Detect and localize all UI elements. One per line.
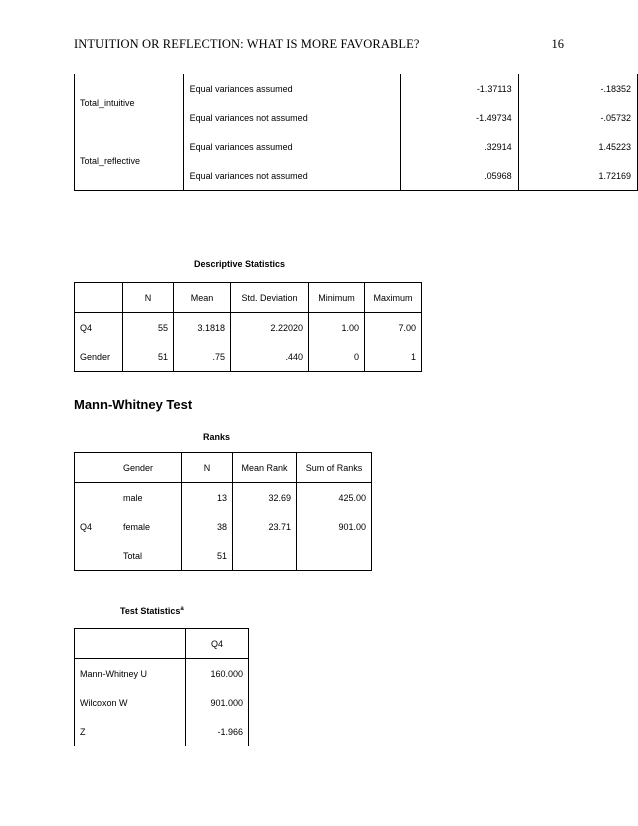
test-statistics-table [74,628,249,746]
row-label: Q4 [75,313,123,343]
table-row [75,342,422,372]
test-statistics-title [120,606,184,616]
descriptive-statistics-table [74,282,422,372]
row-label: Total_intuitive [75,74,184,132]
column-header: Mean Rank [233,453,297,483]
table-cell: 425.00 [338,492,366,503]
table-row [75,313,422,343]
table-cell: .32914 [401,132,519,161]
table-row [75,541,372,571]
table-cell: -.05732 [600,112,631,123]
table-cell: 38 [182,512,233,541]
running-head: INTUITION OR REFLECTION: WHAT IS MORE FAVORABLE? [74,37,420,51]
descriptive-statistics-title: Descriptive Statistics [194,259,286,269]
table-cell: -1.49734 [401,103,519,132]
table-cell: 7.00 [365,313,422,343]
column-header: Sum of Ranks [297,453,372,483]
table-header-row [75,453,372,483]
column-header: N [182,453,233,483]
table-cell: -1.37113 [401,74,519,103]
assumption-label: Equal variances not assumed [189,170,308,181]
table-row [75,659,249,689]
column-header: Q4 [186,629,249,659]
page-number: 16 [551,37,564,51]
assumption-label: Equal variances assumed [189,141,293,152]
table-row [75,74,638,103]
assumption-label: Equal variances not assumed [189,112,308,123]
table-header-row [75,283,422,313]
test-statistics-title-text: Test Statistics [120,606,181,616]
corner-cell [75,453,106,483]
table-row [75,688,249,717]
table-cell [297,541,372,571]
table-cell: 160.000 [210,668,243,679]
table-cell: 1.45223 [598,141,631,152]
assumption-label: Equal variances assumed [189,83,293,94]
row-label: Wilcoxon W [75,688,186,717]
table-cell: 901.00 [338,521,366,532]
table-cell: .75 [174,342,231,372]
column-header: Minimum [309,283,365,313]
column-header: Std. Deviation [231,283,309,313]
ranks-title: Ranks [203,432,231,442]
ranks-table [74,452,372,571]
row-label: Total_reflective [75,132,184,191]
table-cell [233,541,297,571]
table-cell: 3.1818 [174,313,231,343]
corner-cell [75,283,123,313]
row-label: female [105,512,182,541]
table-cell: 2.22020 [231,313,309,343]
mann-whitney-heading: Mann-Whitney Test [74,397,193,412]
table-cell: -.18352 [600,83,631,94]
table-row [75,483,372,513]
table-cell: .440 [231,342,309,372]
column-header: Maximum [365,283,422,313]
table-cell: 901.000 [210,697,243,708]
row-label: Total [105,541,182,571]
table-cell: 1.72169 [598,170,631,181]
corner-cell [75,629,186,659]
column-header: N [123,283,174,313]
footnote-marker: a [180,606,184,612]
column-header: Gender [105,453,182,483]
table-cell: 0 [309,342,365,372]
table-cell: 1 [365,342,422,372]
table-cell: 32.69 [233,483,297,513]
table-cell: 55 [123,313,174,343]
row-label: male [105,483,182,513]
row-label: Mann-Whitney U [75,659,186,689]
row-label: Z [75,717,186,746]
table-row [75,717,249,746]
table-cell: -1.966 [217,726,243,737]
table-row [75,132,638,161]
table-cell: .05968 [401,161,519,191]
independent-samples-test-table [74,74,638,191]
table-row [75,512,372,541]
group-label: Q4 [80,521,93,532]
table-cell: 1.00 [309,313,365,343]
row-label: Gender [75,342,123,372]
table-cell: 51 [123,342,174,372]
table-cell: 23.71 [233,512,297,541]
table-header-row [75,629,249,659]
column-header: Mean [174,283,231,313]
table-cell: 51 [182,541,233,571]
table-cell: 13 [182,483,233,513]
